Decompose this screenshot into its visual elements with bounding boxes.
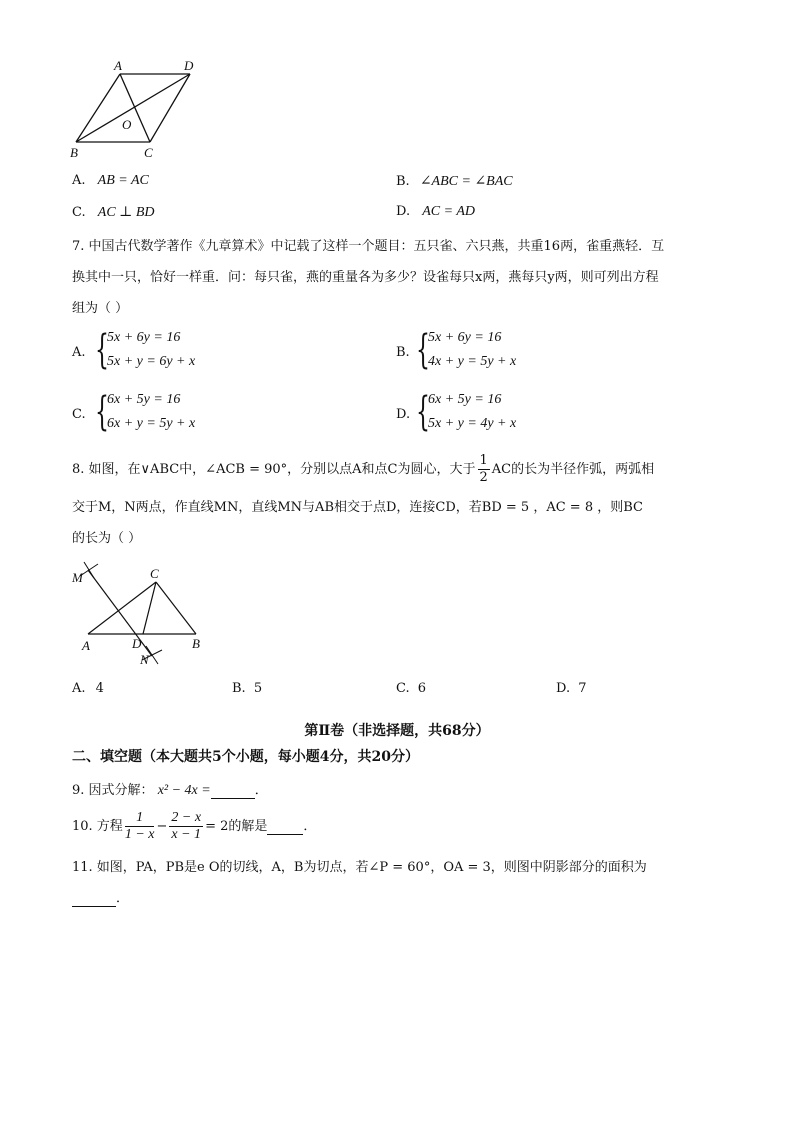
q11-suffix: ． — [116, 891, 130, 906]
q8-option-d-text: 7 — [578, 681, 587, 696]
q7-stem-line-2: 换其中一只，恰好一样重．问：每只雀，燕的重量各为多少？设雀每只x两，燕每只y两，则可列出方程 — [72, 270, 659, 285]
q6-option-a-text: AB = AC — [97, 173, 149, 188]
q6-figure — [66, 58, 206, 162]
q8-option-c — [396, 681, 426, 696]
q6-option-a-letter: A. — [72, 173, 86, 188]
q7-stem-line-3: 组为（ ） — [72, 301, 129, 316]
q6-label-o: O — [122, 117, 132, 132]
q9-line — [72, 779, 268, 799]
q8-label-b: B — [192, 636, 200, 651]
q7-option-d-brace: { — [416, 389, 430, 435]
q8-option-a-text: 4 — [95, 681, 104, 696]
q6-label-d: D — [184, 58, 194, 73]
q7-option-d-letter: D. — [396, 407, 411, 422]
q8-option-c-letter: C. — [396, 681, 410, 696]
q10-fraction-2-num: 2 − x — [171, 810, 202, 825]
q11-answer-blank[interactable] — [72, 891, 116, 907]
q8-label-n: N — [140, 652, 149, 667]
q10-suffix: ． — [303, 819, 317, 834]
q7-stem-line-1: 7. 中国古代数学著作《九章算术》中记载了这样一个题目：五只雀、六只燕，共重16两，雀重燕轻．互 — [72, 239, 665, 254]
q8-option-b-letter: B. — [232, 681, 246, 696]
q8-label-a: A — [82, 638, 90, 653]
q10-minus: − — [156, 819, 168, 834]
q6-option-b-letter: B. — [396, 174, 410, 189]
q6-label-c: C — [144, 145, 153, 160]
q6-label-a: A — [114, 58, 122, 73]
q8-side-cb — [156, 582, 196, 634]
q8-stem-line-1-a: 8. 如图，在∨ABC中，∠ACB = 90°，分别以点A和点C为圆心，大于 — [72, 462, 476, 477]
q6-side-ab — [76, 74, 120, 142]
q8-stem-line-2: 交于M，N两点，作直线MN，直线MN与AB相交于点D，连接CD，若BD = 5 ，AC = 8 ，则BC — [72, 500, 643, 515]
q6-side-dc — [150, 74, 190, 142]
q8-option-a-letter: A. — [72, 681, 86, 696]
q6-option-c-letter: C. — [72, 205, 86, 220]
q8-fraction-den: 2 — [479, 470, 488, 485]
q6-option-a — [72, 173, 149, 189]
q10-prefix: 10. 方程 — [72, 819, 123, 834]
q8-stem-line-1 — [72, 453, 654, 486]
q7-option-b-letter: B. — [396, 345, 410, 360]
q9-suffix: ． — [254, 783, 268, 798]
q8-label-c: C — [150, 566, 159, 581]
q7-option-b-brace: { — [416, 327, 430, 373]
q9-expression: x² − 4x = — [157, 783, 211, 798]
q9-answer-blank[interactable] — [211, 783, 255, 799]
q10-fraction-2 — [169, 810, 203, 843]
q7-option-c-eq2: 6x + y = 5y + x — [107, 416, 196, 431]
q6-option-d — [396, 204, 475, 220]
q10-fraction-2-den: x − 1 — [171, 827, 202, 842]
q6-option-d-letter: D. — [396, 204, 411, 219]
section-fill-in-heading: 二、填空题（本大题共5个小题，每小题4分，共20分） — [72, 749, 419, 765]
q7-option-a-letter: A. — [72, 345, 86, 360]
q11-stem-line-2 — [72, 887, 129, 907]
q8-stem-line-1-b: AC的长为半径作弧，两弧相 — [491, 462, 655, 477]
q8-line-mn — [88, 570, 152, 656]
q8-option-c-text: 6 — [417, 681, 427, 696]
q8-side-ac — [88, 582, 156, 634]
q8-fraction-half — [478, 453, 490, 486]
q8-option-b-text: 5 — [253, 681, 263, 696]
q8-option-a — [72, 681, 104, 696]
q8-fraction-num: 1 — [479, 453, 488, 468]
q8-option-d-letter: D. — [556, 681, 571, 696]
q7-option-d-eq1: 6x + 5y = 16 — [428, 392, 502, 407]
q10-answer-blank[interactable] — [267, 819, 303, 835]
q6-diagonal-bd — [76, 74, 190, 142]
q8-label-m: M — [72, 570, 83, 585]
q8-label-d: D — [132, 636, 142, 651]
q6-option-b — [396, 173, 513, 190]
q6-option-b-text: ∠ABC = ∠BAC — [419, 174, 513, 189]
q6-option-c-text: AC ⊥ BD — [97, 205, 155, 220]
q10-fraction-1 — [125, 810, 155, 843]
q7-option-a-eq1: 5x + 6y = 16 — [107, 330, 181, 345]
q8-stem-line-3: 的长为（ ） — [72, 531, 142, 546]
q10-equals: = 2的解是 — [205, 819, 268, 834]
q8-figure — [66, 556, 216, 670]
q6-option-d-text: AC = AD — [422, 204, 475, 219]
q10-fraction-1-num: 1 — [125, 810, 155, 827]
q10-line — [72, 810, 316, 843]
q7-option-c-eq1: 6x + 5y = 16 — [107, 392, 181, 407]
q7-option-b-eq1: 5x + 6y = 16 — [428, 330, 502, 345]
q6-label-b: B — [70, 145, 78, 160]
q7-option-a-eq2: 5x + y = 6y + x — [107, 354, 196, 369]
q8-option-b — [232, 681, 262, 696]
q7-option-d-eq2: 5x + y = 4y + x — [428, 416, 517, 431]
q7-option-b-eq2: 4x + y = 5y + x — [428, 354, 517, 369]
q6-option-c — [72, 204, 154, 221]
q8-option-d — [556, 681, 587, 696]
q10-fraction-1-den: 1 − x — [124, 827, 155, 842]
q9-prefix: 9. 因式分解： — [72, 783, 154, 798]
q7-option-c-brace: { — [95, 389, 109, 435]
q7-option-a-brace: { — [95, 327, 109, 373]
part-2-title: 第Ⅱ卷（非选择题，共68分） — [304, 723, 490, 739]
q11-stem-line-1: 11. 如图，PA，PB是e O的切线，A，B为切点，若∠P = 60°，OA = 3，则图中阴影部分的面积为 — [72, 860, 647, 875]
q7-option-c-letter: C. — [72, 407, 86, 422]
